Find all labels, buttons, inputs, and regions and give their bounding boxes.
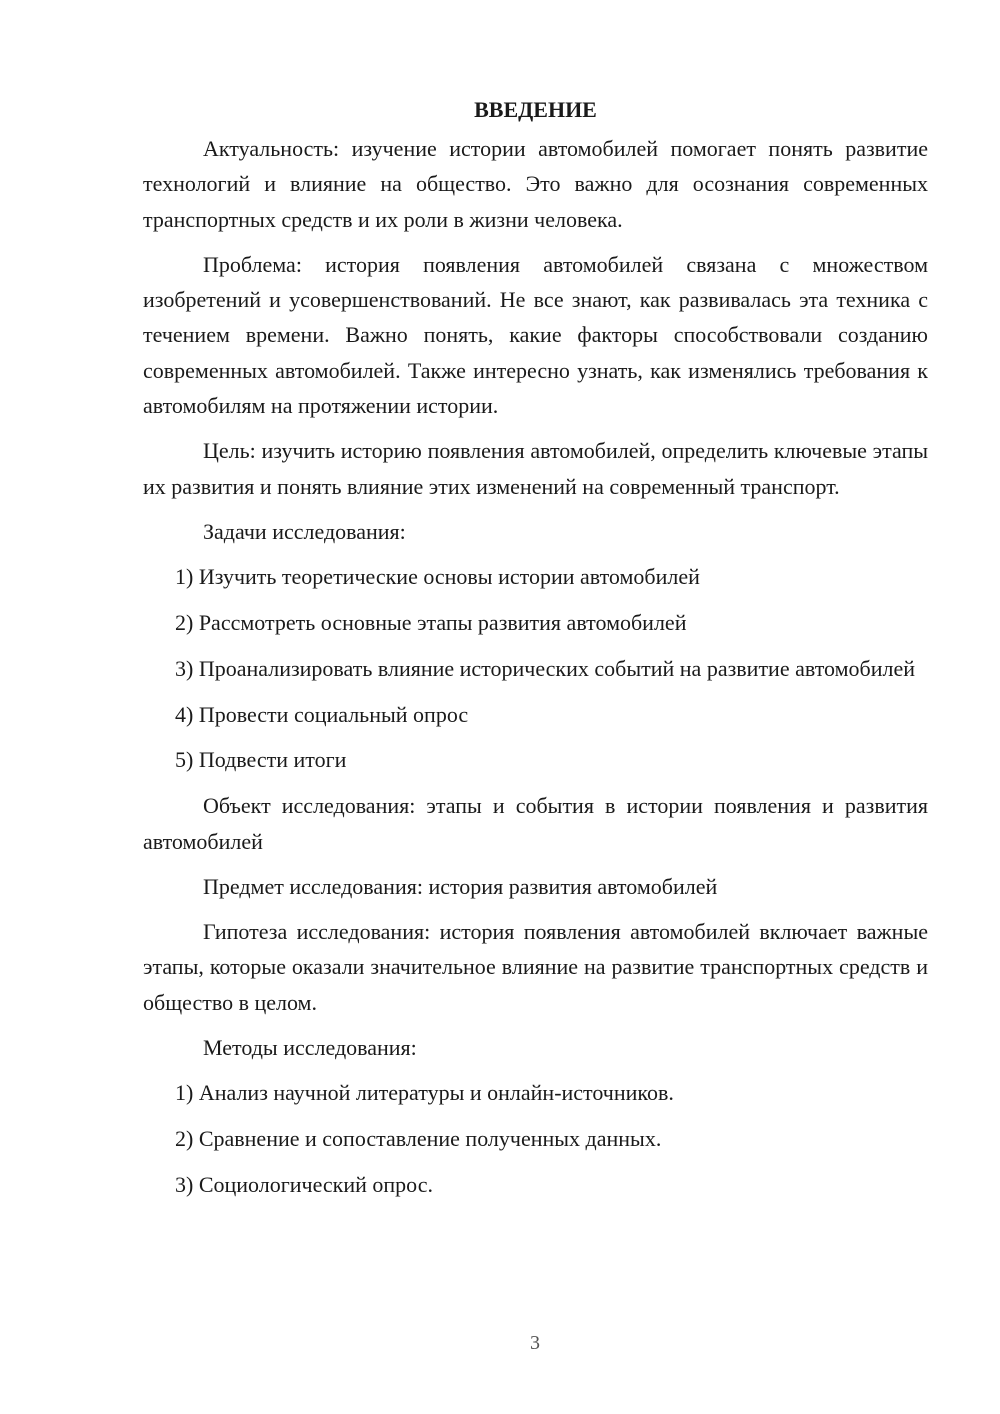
task-item: 4) Провести социальный опрос — [175, 701, 469, 727]
task-item: 5) Подвести итоги — [175, 747, 347, 773]
document-page — [143, 92, 928, 1213]
goal-paragraph: Цель: изучить историю появления автомобилей, определить ключевые этапы их развития и понять влияние этих изменений на современный транспорт. — [143, 438, 928, 499]
hypothesis-paragraph: Гипотеза исследования: история появления автомобилей включает важные этапы, которые оказали значительное влияние на развитие транспортных средств и общество в целом. — [143, 919, 928, 1015]
relevance-paragraph: Актуальность: изучение истории автомобилей помогает понять развитие технологий и влияние на общество. Это важно для осознания современных транспортных средств и их роли в жизни человека. — [143, 136, 928, 232]
object-paragraph: Объект исследования: этапы и события в истории появления и развития автомобилей — [143, 793, 928, 854]
method-item: 1) Анализ научной литературы и онлайн-источников. — [175, 1080, 674, 1106]
section-title: ВВЕДЕНИЕ — [474, 97, 597, 122]
method-item: 3) Социологический опрос. — [175, 1171, 433, 1197]
subject-paragraph: Предмет исследования: история развития автомобилей — [203, 873, 718, 899]
page-number: 3 — [530, 1332, 540, 1354]
problem-paragraph: Проблема: история появления автомобилей связана с множеством изобретений и усовершенствований. Не все знают, как развивалась эта техника с течением времени. Важно понять, какие факторы способствовали созданию современных автомобилей. Также интересно узнать, как изменялись требования к автомобилям на протяжении истории. — [143, 251, 928, 419]
method-item: 2) Сравнение и сопоставление полученных данных. — [175, 1126, 662, 1152]
methods-heading: Методы исследования: — [203, 1035, 417, 1061]
tasks-heading: Задачи исследования: — [203, 518, 406, 544]
task-item: 1) Изучить теоретические основы истории автомобилей — [175, 564, 700, 590]
task-item: 3) Проанализировать влияние исторических событий на развитие автомобилей — [175, 655, 916, 681]
task-item: 2) Рассмотреть основные этапы развития автомобилей — [175, 610, 687, 636]
